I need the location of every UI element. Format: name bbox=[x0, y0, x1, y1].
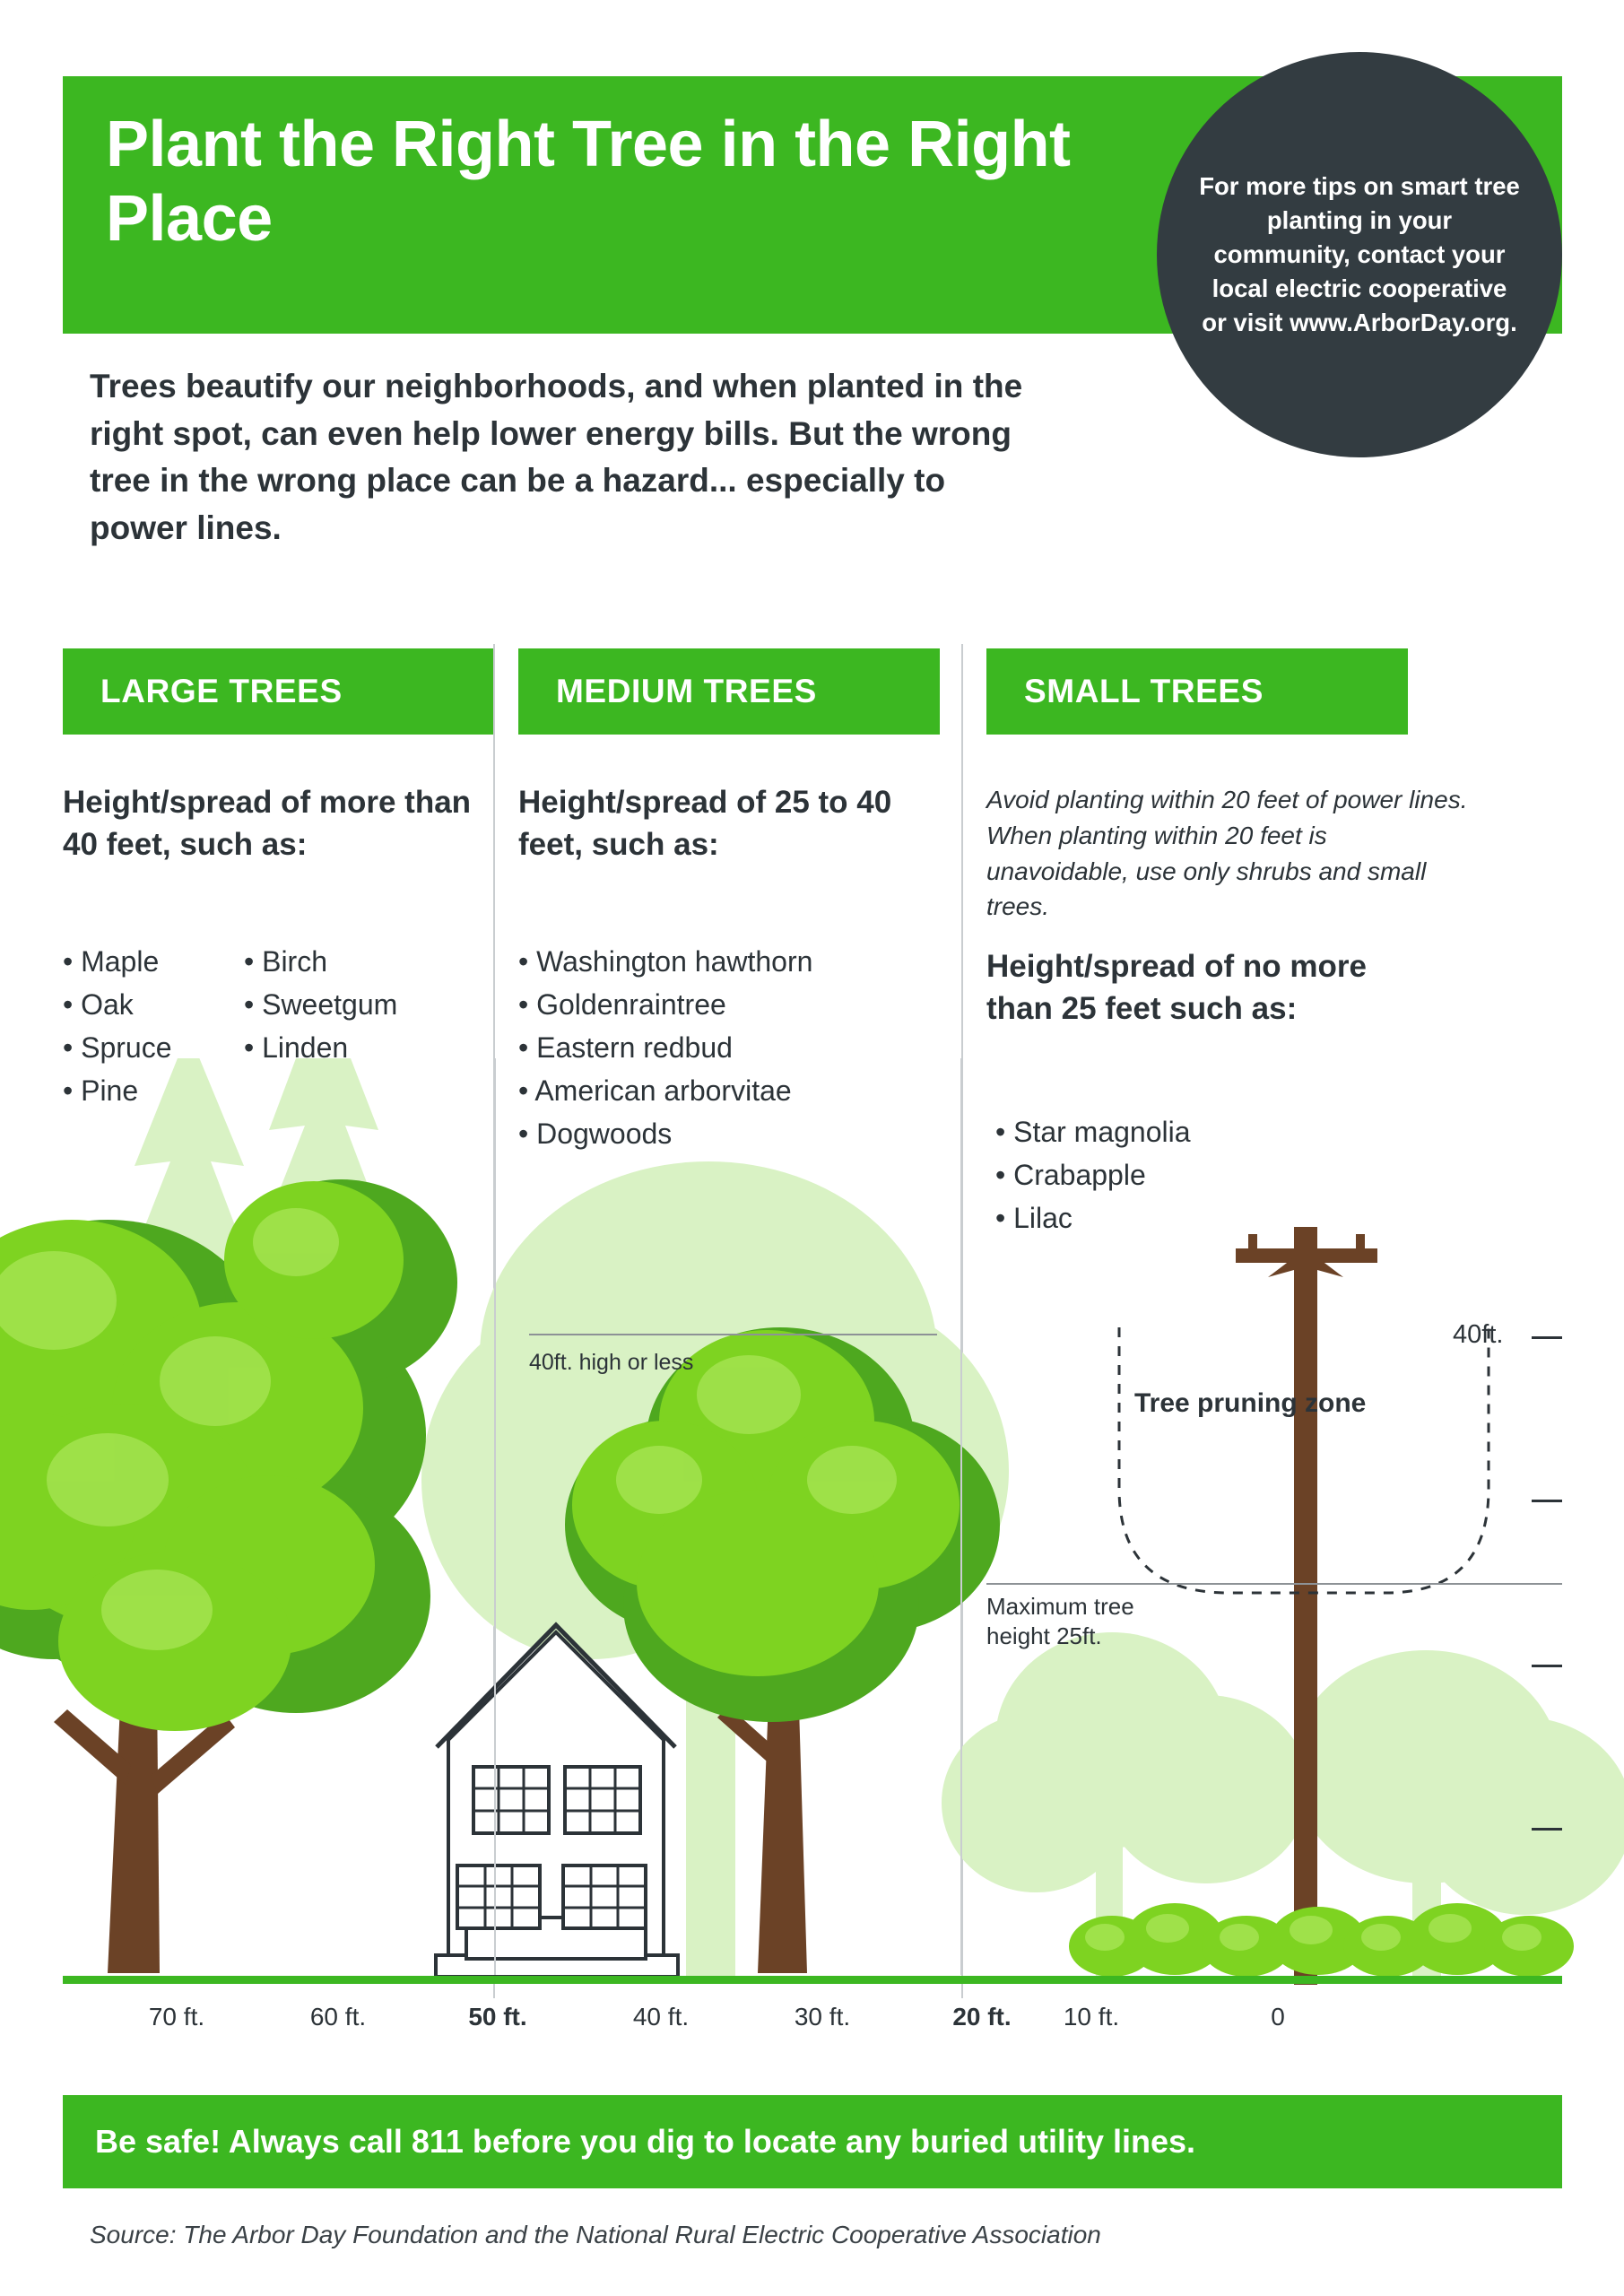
large-trees-list-col2 bbox=[244, 940, 468, 1069]
column-header-large-trees bbox=[63, 648, 493, 735]
list-item: • Washington hawthorn bbox=[518, 940, 913, 983]
tree-scene-illustration bbox=[0, 1058, 1624, 1991]
max-height-label: Maximum tree height 25ft. bbox=[986, 1593, 1134, 1649]
list-item: • Linden bbox=[244, 1026, 468, 1069]
medium-scale-rule bbox=[529, 1334, 937, 1335]
scale-tick-30ft: 30 ft. bbox=[794, 2003, 851, 2031]
axis-tick-dash bbox=[1532, 1336, 1562, 1339]
list-item: • Crabapple bbox=[995, 1153, 1390, 1196]
page-title: Plant the Right Tree in the Right Place bbox=[106, 109, 1071, 255]
list-item: • Oak bbox=[63, 983, 251, 1026]
column-header-small-label: SMALL TREES bbox=[1024, 673, 1264, 709]
contact-badge-text: For more tips on smart tree planting in your community, contact your local electric cooperative or visit www.ArborDay.org. bbox=[1199, 172, 1520, 336]
list-item: • Dogwoods bbox=[518, 1112, 913, 1155]
column-header-medium-label: MEDIUM TREES bbox=[556, 673, 817, 709]
column-header-small-trees bbox=[986, 648, 1408, 735]
safety-banner bbox=[63, 2095, 1562, 2188]
list-item: • Maple bbox=[63, 940, 251, 983]
max-height-line bbox=[986, 1583, 1562, 1585]
scale-tick-0: 0 bbox=[1271, 2003, 1285, 2031]
scale-tick-40ft: 40 ft. bbox=[632, 2003, 690, 2031]
scale-tick-60ft: 60 ft. bbox=[309, 2003, 367, 2031]
list-item: • Pine bbox=[63, 1069, 251, 1112]
small-trees-note: Avoid planting within 20 feet of power lines. When planting within 20 feet is unavoidable, use only shrubs and small trees. bbox=[986, 786, 1468, 921]
contact-badge bbox=[1157, 52, 1562, 457]
column-header-large-label: LARGE TREES bbox=[100, 673, 343, 709]
list-item: • Star magnolia bbox=[995, 1110, 1390, 1153]
pruning-zone-label: Tree pruning zone bbox=[1134, 1388, 1367, 1418]
large-tree-trunk bbox=[54, 1686, 235, 1973]
small-trees-subheading: Height/spread of no more than 25 feet such as: bbox=[986, 949, 1367, 1026]
axis-tick-dash bbox=[1532, 1665, 1562, 1667]
axis-tick-dash bbox=[1532, 1500, 1562, 1502]
scale-tick-20ft: 20 ft. bbox=[952, 2003, 1012, 2031]
intro-paragraph: Trees beautify our neighborhoods, and when planted in the right spot, can even help lower energy bills. But the wrong tree in the wrong place can be a hazard... especially to power lines. bbox=[90, 368, 1023, 546]
list-item: • Eastern redbud bbox=[518, 1026, 913, 1069]
safety-text: Be safe! Always call 811 before you dig to locate any buried utility lines. bbox=[95, 2123, 1196, 2160]
ground-line bbox=[63, 1976, 1562, 1984]
house-illustration bbox=[436, 1625, 678, 1977]
list-item: • Lilac bbox=[995, 1196, 1390, 1239]
scale-tick-50ft: 50 ft. bbox=[468, 2003, 527, 2031]
column-header-medium-trees bbox=[518, 648, 940, 735]
medium-scale-note: 40ft. high or less bbox=[529, 1350, 694, 1375]
list-item: • Goldenraintree bbox=[518, 983, 913, 1026]
list-item: • American arborvitae bbox=[518, 1069, 913, 1112]
list-item: • Spruce bbox=[63, 1026, 251, 1069]
scale-tick-70ft: 70 ft. bbox=[148, 2003, 205, 2031]
scale-tick-10ft: 10 ft. bbox=[1063, 2003, 1120, 2031]
source-credit: Source: The Arbor Day Foundation and the National Rural Electric Cooperative Association bbox=[90, 2221, 1101, 2248]
axis-top-label: 40ft. bbox=[1453, 1320, 1504, 1349]
list-item: • Sweetgum bbox=[244, 983, 468, 1026]
medium-trees-subheading: Height/spread of 25 to 40 feet, such as: bbox=[518, 785, 892, 862]
list-item: • Birch bbox=[244, 940, 468, 983]
large-trees-subheading: Height/spread of more than 40 feet, such as: bbox=[63, 785, 472, 862]
axis-tick-dash bbox=[1532, 1828, 1562, 1831]
